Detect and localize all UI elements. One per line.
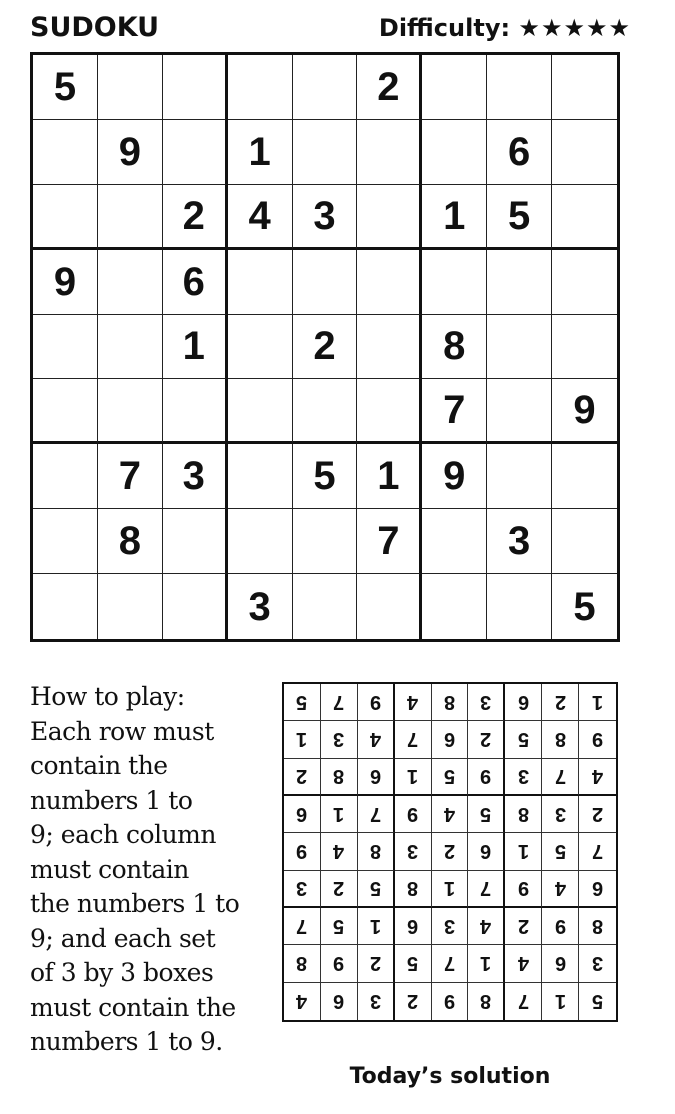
sudoku-cell-r6-c6[interactable]: [357, 379, 422, 444]
solution-digit: 4: [333, 840, 345, 863]
sudoku-cell-r6-c7[interactable]: 7: [422, 379, 487, 444]
solution-cell-r5-c7: [505, 833, 542, 870]
solution-digit: 2: [480, 728, 492, 751]
solution-digit: 2: [407, 990, 419, 1013]
solution-digit: 5: [591, 990, 604, 1013]
solution-digit: 9: [333, 952, 345, 975]
solution-cell-r3-c4: [395, 759, 432, 796]
sudoku-cell-r5-c5[interactable]: 2: [293, 315, 358, 380]
solution-cell-r7-c1: [284, 908, 321, 945]
solution-cell-r3-c6: [468, 759, 505, 796]
solution-cell-r8-c1: [284, 945, 321, 982]
solution-cell-r2-c2: [321, 721, 358, 758]
how-to-play-instructions: [30, 680, 280, 1060]
sudoku-cell-r4-c5[interactable]: [293, 250, 358, 315]
solution-digit: 3: [480, 691, 492, 714]
sudoku-cell-r1-c1[interactable]: 5: [33, 55, 98, 120]
solution-digit: 6: [443, 728, 456, 751]
solution-cell-r6-c7: [505, 871, 542, 908]
sudoku-cell-r9-c2[interactable]: [98, 574, 163, 639]
sudoku-cell-r6-c2[interactable]: [98, 379, 163, 444]
solution-digit: 8: [517, 803, 529, 826]
instruction-line: numbers 1 to 9.: [30, 1027, 223, 1056]
sudoku-cell-r5-c1[interactable]: [33, 315, 98, 380]
sudoku-cell-r8-c1[interactable]: [33, 509, 98, 574]
sudoku-cell-r2-c3[interactable]: [163, 120, 228, 185]
solution-digit: 5: [480, 803, 492, 826]
solution-digit: 4: [369, 728, 381, 751]
solution-cell-r2-c4: [395, 721, 432, 758]
solution-cell-r1-c9: [579, 684, 616, 721]
solution-cell-r5-c3: [358, 833, 395, 870]
solution-digit: 6: [554, 952, 566, 975]
solution-digit: 7: [369, 803, 381, 826]
sudoku-cell-r9-c4[interactable]: 3: [228, 574, 293, 639]
sudoku-cell-r1-c5[interactable]: [293, 55, 358, 120]
solution-digit: 3: [443, 915, 456, 938]
solution-cell-r2-c6: [468, 721, 505, 758]
instruction-line: of 3 by 3 boxes: [30, 958, 214, 987]
solution-digit: 7: [407, 728, 419, 751]
solution-digit: 6: [333, 990, 345, 1013]
instruction-line: must contain: [30, 854, 189, 884]
solution-digit: 6: [517, 691, 529, 714]
solution-digit: 1: [517, 840, 529, 863]
solution-digit: 7: [443, 952, 456, 975]
instruction-line: Each row must: [30, 716, 214, 746]
solution-cell-r4-c2: [321, 796, 358, 833]
solution-cell-r2-c3: [358, 721, 395, 758]
solution-digit: 4: [480, 915, 492, 938]
sudoku-cell-r9-c7[interactable]: [422, 574, 487, 639]
solution-digit: 4: [443, 803, 456, 826]
sudoku-cell-r4-c8[interactable]: [487, 250, 552, 315]
solution-digit: 3: [369, 990, 381, 1013]
sudoku-cell-r3-c2[interactable]: [98, 185, 163, 250]
solution-cell-r6-c8: [542, 871, 579, 908]
sudoku-grid: [30, 52, 620, 642]
solution-digit: 8: [333, 765, 345, 788]
solution-digit: 8: [369, 840, 381, 863]
sudoku-cell-r7-c9[interactable]: [552, 444, 617, 509]
solution-digit: 3: [554, 803, 566, 826]
sudoku-cell-r4-c7[interactable]: [422, 250, 487, 315]
sudoku-cell-r1-c4[interactable]: [228, 55, 293, 120]
solution-cell-r8-c2: [321, 945, 358, 982]
sudoku-cell-r3-c5[interactable]: 3: [293, 185, 358, 250]
sudoku-cell-r5-c7[interactable]: 8: [422, 315, 487, 380]
solution-digit: 9: [443, 990, 456, 1013]
solution-cell-r1-c8: [542, 684, 579, 721]
solution-cell-r3-c5: [432, 759, 469, 796]
solution-digit: 5: [554, 840, 566, 863]
solution-digit: 2: [517, 915, 529, 938]
solution-cell-r1-c4: [395, 684, 432, 721]
solution-digit: 8: [554, 728, 566, 751]
instruction-line: 9; and each set: [30, 923, 216, 953]
instruction-line: How to play:: [30, 682, 185, 711]
sudoku-cell-r7-c3[interactable]: 3: [163, 444, 228, 509]
solution-digit: 1: [480, 952, 492, 975]
sudoku-cell-r4-c9[interactable]: [552, 250, 617, 315]
solution-digit: 6: [369, 765, 381, 788]
solution-cell-r7-c4: [395, 908, 432, 945]
solution-digit: 1: [591, 691, 604, 714]
solution-digit: 3: [517, 765, 529, 788]
solution-digit: 2: [369, 952, 381, 975]
solution-digit: 9: [554, 915, 566, 938]
solution-cell-r6-c9: [579, 871, 616, 908]
solution-cell-r5-c2: [321, 833, 358, 870]
difficulty-stars-icon: ★★★★★: [518, 14, 631, 42]
sudoku-cell-r6-c9[interactable]: 9: [552, 379, 617, 444]
solution-cell-r5-c1: [284, 833, 321, 870]
solution-digit: 8: [407, 877, 419, 900]
solution-digit: 3: [407, 840, 419, 863]
sudoku-cell-r6-c3[interactable]: [163, 379, 228, 444]
sudoku-cell-r2-c7[interactable]: [422, 120, 487, 185]
sudoku-cell-r3-c9[interactable]: [552, 185, 617, 250]
solution-cell-r6-c1: [284, 871, 321, 908]
solution-digit: 2: [443, 840, 456, 863]
solution-digit: 8: [591, 915, 604, 938]
solution-digit: 9: [407, 803, 419, 826]
solution-cell-r9-c4: [395, 983, 432, 1020]
solution-digit: 7: [480, 877, 492, 900]
solution-cell-r3-c3: [358, 759, 395, 796]
solution-cell-r9-c2: [321, 983, 358, 1020]
solution-cell-r6-c4: [395, 871, 432, 908]
solution-cell-r9-c9: [579, 983, 616, 1020]
solution-cell-r7-c6: [468, 908, 505, 945]
sudoku-cell-r7-c5[interactable]: 5: [293, 444, 358, 509]
solution-cell-r3-c8: [542, 759, 579, 796]
solution-cell-r8-c8: [542, 945, 579, 982]
sudoku-cell-r3-c6[interactable]: [357, 185, 422, 250]
sudoku-cell-r6-c4[interactable]: [228, 379, 293, 444]
solution-cell-r5-c5: [432, 833, 469, 870]
sudoku-cell-r6-c1[interactable]: [33, 379, 98, 444]
sudoku-cell-r9-c6[interactable]: [357, 574, 422, 639]
solution-cell-r4-c7: [505, 796, 542, 833]
sudoku-cell-r1-c9[interactable]: [552, 55, 617, 120]
sudoku-cell-r5-c4[interactable]: [228, 315, 293, 380]
instruction-line: contain the: [30, 751, 168, 780]
solution-digit: 4: [517, 952, 529, 975]
sudoku-cell-r2-c6[interactable]: [357, 120, 422, 185]
solution-digit: 7: [296, 915, 308, 938]
sudoku-cell-r8-c6[interactable]: 7: [357, 509, 422, 574]
solution-cell-r8-c6: [468, 945, 505, 982]
solution-digit: 2: [554, 691, 566, 714]
solution-cell-r2-c1: [284, 721, 321, 758]
solution-digit: 5: [369, 877, 381, 900]
solution-cell-r1-c2: [321, 684, 358, 721]
solution-cell-r4-c8: [542, 796, 579, 833]
sudoku-cell-r7-c6[interactable]: 1: [357, 444, 422, 509]
solution-cell-r1-c6: [468, 684, 505, 721]
sudoku-cell-r2-c1[interactable]: [33, 120, 98, 185]
solution-digit: 2: [591, 803, 604, 826]
solution-cell-r6-c6: [468, 871, 505, 908]
solution-digit: 4: [591, 765, 604, 788]
sudoku-cell-r9-c3[interactable]: [163, 574, 228, 639]
solution-digit: 7: [333, 691, 345, 714]
sudoku-cell-r4-c3[interactable]: 6: [163, 250, 228, 315]
solution-digit: 1: [369, 915, 381, 938]
sudoku-cell-r1-c2[interactable]: [98, 55, 163, 120]
sudoku-cell-r4-c4[interactable]: [228, 250, 293, 315]
solution-digit: 6: [296, 803, 308, 826]
solution-cell-r1-c3: [358, 684, 395, 721]
solution-cell-r4-c5: [432, 796, 469, 833]
solution-cell-r8-c5: [432, 945, 469, 982]
solution-caption: Today’s solution: [349, 1064, 551, 1089]
solution-cell-r6-c3: [358, 871, 395, 908]
solution-digit: 5: [333, 915, 345, 938]
solution-cell-r3-c7: [505, 759, 542, 796]
sudoku-cell-r7-c2[interactable]: 7: [98, 444, 163, 509]
sudoku-cell-r6-c5[interactable]: [293, 379, 358, 444]
solution-cell-r2-c9: [579, 721, 616, 758]
difficulty-label: Difficulty:: [378, 14, 511, 42]
solution-cell-r3-c9: [579, 759, 616, 796]
sudoku-cell-r1-c7[interactable]: [422, 55, 487, 120]
solution-cell-r1-c5: [432, 684, 469, 721]
solution-cell-r8-c9: [579, 945, 616, 982]
sudoku-cell-r8-c3[interactable]: [163, 509, 228, 574]
solution-digit: 8: [480, 990, 492, 1013]
sudoku-cell-r5-c9[interactable]: [552, 315, 617, 380]
solution-digit: 5: [517, 728, 529, 751]
solution-cell-r5-c4: [395, 833, 432, 870]
solution-cell-r8-c4: [395, 945, 432, 982]
instruction-line: must contain the: [30, 992, 236, 1022]
sudoku-cell-r2-c4[interactable]: 1: [228, 120, 293, 185]
solution-digit: 1: [333, 803, 345, 826]
sudoku-cell-r9-c9[interactable]: 5: [573, 584, 596, 629]
solution-digit: 7: [517, 990, 529, 1013]
solution-cell-r6-c2: [321, 871, 358, 908]
sudoku-cell-r7-c1[interactable]: [33, 444, 98, 509]
sudoku-cell-r2-c5[interactable]: [293, 120, 358, 185]
solution-digit: 6: [480, 840, 492, 863]
solution-digit: 5: [443, 765, 456, 788]
solution-cell-r9-c8: [542, 983, 579, 1020]
solution-cell-r4-c3: [358, 796, 395, 833]
sudoku-cell-r5-c8[interactable]: [487, 315, 552, 380]
solution-cell-r9-c3: [358, 983, 395, 1020]
sudoku-cell-r8-c2[interactable]: 8: [98, 509, 163, 574]
sudoku-cell-r4-c6[interactable]: [357, 250, 422, 315]
sudoku-cell-r8-c7[interactable]: [422, 509, 487, 574]
solution-cell-r7-c9: [579, 908, 616, 945]
solution-cell-r9-c7: [505, 983, 542, 1020]
solution-cell-r7-c3: [358, 908, 395, 945]
sudoku-cell-r8-c5[interactable]: [293, 509, 358, 574]
solution-grid: [282, 682, 618, 1022]
solution-digit: 1: [554, 990, 566, 1013]
solution-cell-r1-c7: [505, 684, 542, 721]
solution-digit: 7: [591, 840, 604, 863]
sudoku-cell-r9-c8[interactable]: [487, 574, 552, 639]
solution-digit: 8: [443, 691, 456, 714]
solution-digit: 8: [296, 952, 308, 975]
sudoku-cell-r3-c1[interactable]: [33, 185, 98, 250]
sudoku-cell-r7-c7[interactable]: 9: [422, 444, 487, 509]
sudoku-cell-r1-c8[interactable]: [487, 55, 552, 120]
solution-cell-r2-c5: [432, 721, 469, 758]
solution-cell-r8-c3: [358, 945, 395, 982]
solution-digit: 4: [296, 990, 308, 1013]
solution-cell-r2-c7: [505, 721, 542, 758]
sudoku-cell-r5-c2[interactable]: [98, 315, 163, 380]
solution-digit: 9: [517, 877, 529, 900]
solution-cell-r5-c9: [579, 833, 616, 870]
instruction-line: 9; each column: [30, 820, 216, 849]
sudoku-cell-r1-c3[interactable]: [163, 55, 228, 120]
solution-digit: 4: [554, 877, 566, 900]
difficulty-rating: [379, 14, 631, 42]
sudoku-cell-r5-c3[interactable]: 1: [163, 315, 228, 380]
solution-digit: 6: [591, 877, 604, 900]
solution-digit: 1: [296, 728, 308, 751]
sudoku-cell-r9-c1[interactable]: [33, 574, 98, 639]
solution-digit: 9: [296, 840, 308, 863]
solution-cell-r3-c1: [284, 759, 321, 796]
sudoku-cell-r2-c2[interactable]: 9: [98, 120, 163, 185]
solution-cell-r8-c7: [505, 945, 542, 982]
solution-cell-r7-c2: [321, 908, 358, 945]
sudoku-cell-r4-c1[interactable]: 9: [33, 250, 98, 315]
sudoku-cell-r1-c6[interactable]: 2: [357, 55, 422, 120]
solution-cell-r2-c8: [542, 721, 579, 758]
solution-digit: 1: [443, 877, 456, 900]
solution-digit: 9: [369, 691, 381, 714]
solution-digit: 2: [333, 877, 345, 900]
solution-digit: 1: [407, 765, 419, 788]
solution-cell-r5-c8: [542, 833, 579, 870]
solution-cell-r1-c1: [284, 684, 321, 721]
solution-digit: 9: [480, 765, 492, 788]
sudoku-cell-r7-c4[interactable]: [228, 444, 293, 509]
solution-cell-r5-c6: [468, 833, 505, 870]
solution-cell-r9-c1: [284, 983, 321, 1020]
solution-cell-r7-c8: [542, 908, 579, 945]
solution-digit: 3: [591, 952, 604, 975]
solution-cell-r7-c5: [432, 908, 469, 945]
solution-digit: 5: [296, 691, 308, 714]
sudoku-cell-r3-c7[interactable]: 1: [422, 185, 487, 250]
solution-cell-r4-c9: [579, 796, 616, 833]
sudoku-cell-r3-c3[interactable]: 2: [163, 185, 228, 250]
sudoku-cell-r9-c5[interactable]: [293, 574, 358, 639]
solution-digit: 4: [407, 691, 419, 714]
solution-cell-r9-c5: [432, 983, 469, 1020]
solution-digit: 5: [407, 952, 419, 975]
solution-cell-r3-c2: [321, 759, 358, 796]
sudoku-cell-r3-c4[interactable]: 4: [228, 185, 293, 250]
sudoku-cell-r4-c2[interactable]: [98, 250, 163, 315]
solution-digit: 9: [591, 728, 604, 751]
sudoku-cell-r7-c8[interactable]: [487, 444, 552, 509]
sudoku-cell-r2-c9[interactable]: [552, 120, 617, 185]
instruction-line: the numbers 1 to: [30, 889, 240, 918]
puzzle-title: SUDOKU: [30, 12, 160, 43]
sudoku-cell-r2-c8[interactable]: 6: [487, 120, 552, 185]
solution-digit: 6: [407, 915, 419, 938]
sudoku-cell-r3-c8[interactable]: 5: [487, 185, 552, 250]
sudoku-cell-r8-c9[interactable]: [552, 509, 617, 574]
sudoku-cell-r8-c4[interactable]: [228, 509, 293, 574]
solution-cell-r4-c4: [395, 796, 432, 833]
solution-cell-r7-c7: [505, 908, 542, 945]
solution-digit: 7: [554, 765, 566, 788]
instruction-line: numbers 1 to: [30, 785, 193, 815]
solution-digit: 3: [333, 728, 345, 751]
solution-cell-r6-c5: [432, 871, 469, 908]
solution-digit: 3: [296, 877, 308, 900]
sudoku-cell-r5-c6[interactable]: [357, 315, 422, 380]
solution-cell-r4-c6: [468, 796, 505, 833]
solution-digit: 2: [296, 765, 308, 788]
solution-cell-r4-c1: [284, 796, 321, 833]
sudoku-cell-r8-c8[interactable]: 3: [487, 509, 552, 574]
sudoku-cell-r6-c8[interactable]: [487, 379, 552, 444]
solution-cell-r9-c6: [468, 983, 505, 1020]
